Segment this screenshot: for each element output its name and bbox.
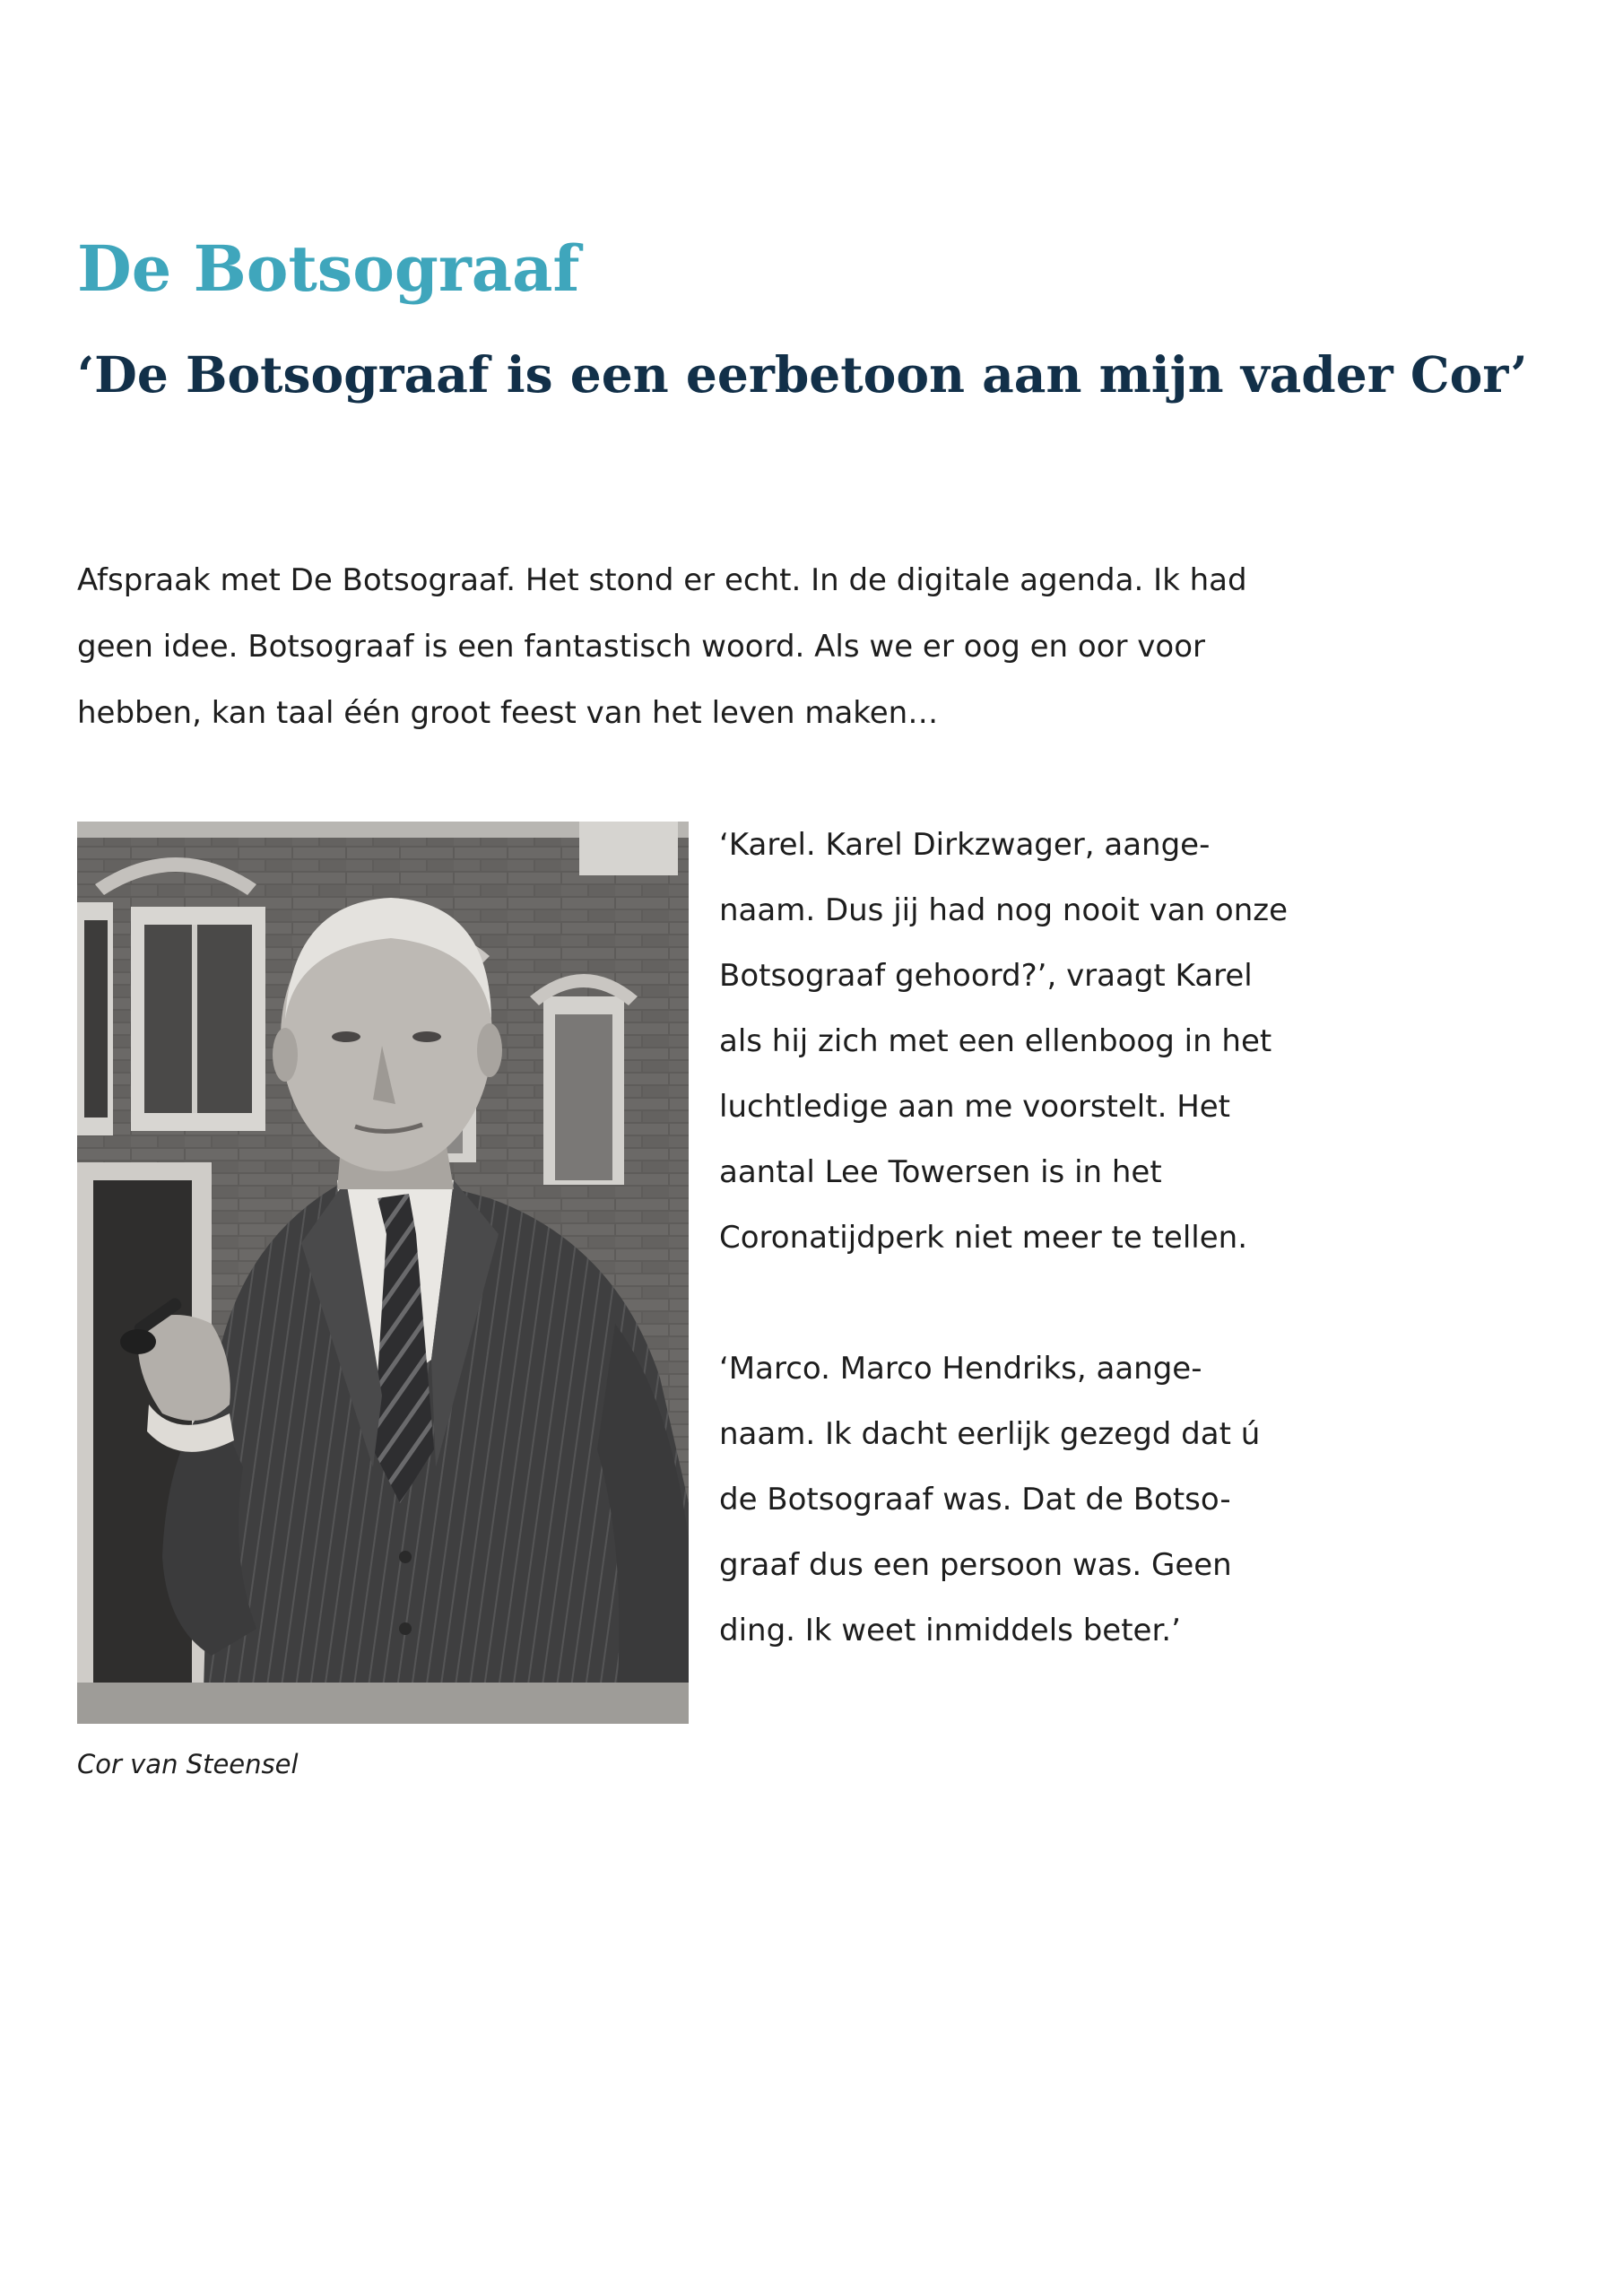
portrait-photo: [77, 822, 689, 1724]
page-subtitle: ‘De Botsograaf is een eerbetoon aan mijn vader Cor’: [77, 345, 1528, 404]
body-paragraph-karel: ‘Karel. Karel Dirkzwager, aange-naam. Dus jij had nog nooit van onze Botsograaf gehoord?’, vraagt Karel als hij zich met een ellenboog in het luchtledige aan me voorstelt. Het aantal Lee Towersen is in het Coronatijdperk niet meer te tellen.: [719, 827, 1289, 1256]
intro-paragraph: Afspraak met De Botsograaf. Het stond er echt. In de digitale agenda. Ik had geen idee. Botsograaf is een fantastisch woord. Als we er oog en oor voor hebben, kan taal één groot feest van het leven maken…: [77, 562, 1247, 731]
body-paragraph-marco: ‘Marco. Marco Hendriks, aange-naam. Ik dacht eerlijk gezegd dat ú de Botsograaf was. Dat de Botso-graaf dus een persoon was. Geen ding. Ik weet inmiddels beter.’: [719, 1351, 1261, 1648]
page-title: De Botsograaf: [77, 231, 580, 306]
portrait-illustration: [77, 822, 689, 1724]
photo-caption: Cor van Steensel: [77, 1749, 299, 1779]
